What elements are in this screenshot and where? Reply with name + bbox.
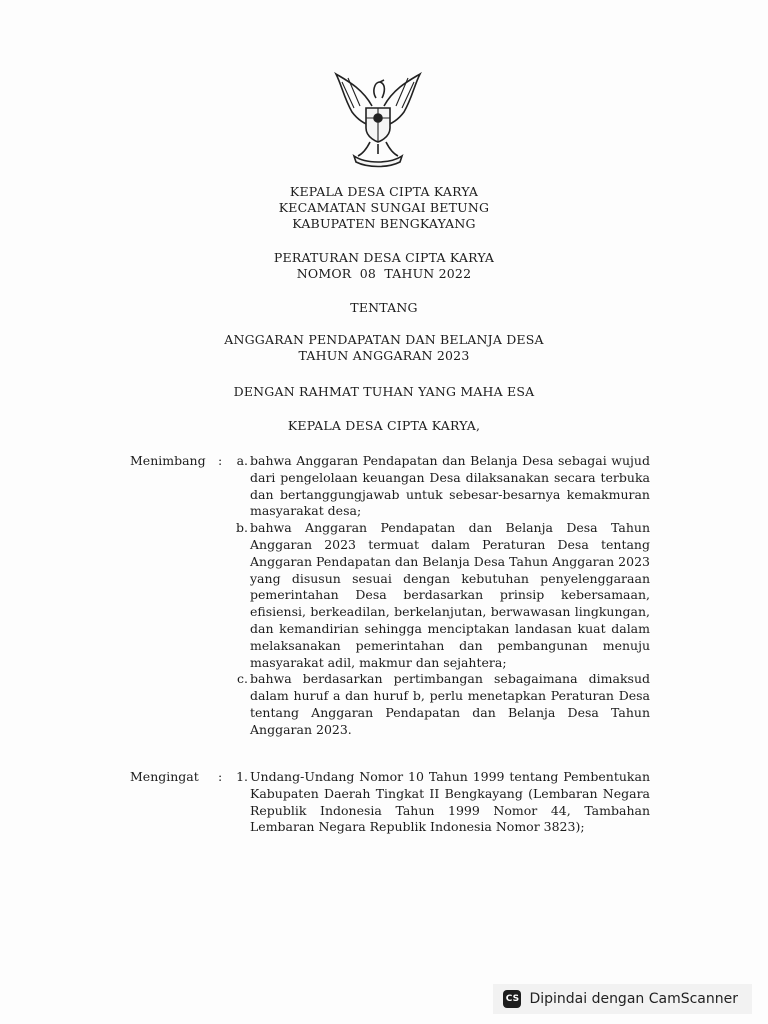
- garuda-emblem: [332, 68, 424, 168]
- subject-heading: [0, 332, 768, 364]
- menimbang-item-b: [236, 520, 650, 671]
- blessing-line: DENGAN RAHMAT TUHAN YANG MAHA ESA: [233, 384, 535, 399]
- menimbang-section: [130, 453, 650, 739]
- item-text: bahwa Anggaran Pendapatan dan Belanja Desa Tahun Anggaran 2023 termuat dalam Peraturan Desa tentang Anggaran Pendapatan dan Belanja Desa Tahun Anggaran 2023 yang disusun sesuai dengan kebutuhan penyelenggaraan pemerintahan Desa berdasarkan prinsip kebersamaan, efisiensi, berkeadilan, berkelanjutan, berwawasan lingkungan, dan kemandirian sehingga menciptakan landasan kuat dalam melaksanakan pemerintahan dan pembangunan menuju masyarakat adil, makmur dan sejahtera;: [250, 520, 650, 670]
- issuer-line: KECAMATAN SUNGAI BETUNG: [278, 200, 490, 215]
- camscanner-icon: CS: [503, 990, 521, 1008]
- about-heading: [0, 300, 768, 316]
- blessing-heading: [0, 384, 768, 400]
- menimbang-colon: :: [218, 453, 223, 468]
- menimbang-label: Menimbang: [130, 453, 206, 468]
- camscanner-watermark: [493, 984, 752, 1014]
- item-text: bahwa berdasarkan pertimbangan sebagaimana dimaksud dalam huruf a dan huruf b, perlu menetapkan Peraturan Desa tentang Anggaran Pendapatan dan Belanja Desa Tahun Anggaran 2023.: [250, 671, 650, 737]
- item-marker: 1.: [236, 769, 248, 784]
- mengingat-colon: :: [218, 769, 223, 784]
- menimbang-item-a: [236, 453, 650, 520]
- about-label: TENTANG: [350, 300, 418, 315]
- item-marker: c.: [237, 671, 248, 687]
- item-text: bahwa Anggaran Pendapatan dan Belanja Desa sebagai wujud dari pengelolaan keuangan Desa dilaksanakan secara terbuka dan bertanggungjawab untuk sebesar-besarnya kemakmuran masyarakat desa;: [250, 453, 650, 519]
- item-text: Undang-Undang Nomor 10 Tahun 1999 tentang Pembentukan Kabupaten Daerah Tingkat II Bengkayang (Lembaran Negara Republik Indonesia Tahun 1999 Nomor 44, Tambahan Lembaran Negara Republik Indonesia Nomor 3823);: [250, 769, 650, 835]
- regulation-number: NOMOR 08 TAHUN 2022: [296, 266, 472, 281]
- regulation-title: PERATURAN DESA CIPTA KARYA: [273, 250, 495, 265]
- issuer-line: KEPALA DESA CIPTA KARYA: [289, 184, 479, 199]
- mengingat-section: [130, 769, 650, 836]
- authority-heading: [0, 418, 768, 434]
- authority-line: KEPALA DESA CIPTA KARYA,: [287, 418, 481, 433]
- item-marker: b.: [236, 520, 248, 536]
- watermark-text: Dipindai dengan CamScanner: [529, 991, 738, 1007]
- subject-line: ANGGARAN PENDAPATAN DAN BELANJA DESA: [224, 332, 544, 347]
- regulation-heading: [0, 250, 768, 282]
- mengingat-label: Mengingat: [130, 769, 199, 784]
- issuer-heading: [0, 184, 768, 232]
- item-marker: a.: [236, 453, 248, 468]
- menimbang-item-c: [237, 671, 650, 738]
- subject-line: TAHUN ANGGARAN 2023: [298, 348, 470, 363]
- mengingat-item-1: [236, 769, 650, 836]
- issuer-line: KABUPATEN BENGKAYANG: [292, 216, 476, 231]
